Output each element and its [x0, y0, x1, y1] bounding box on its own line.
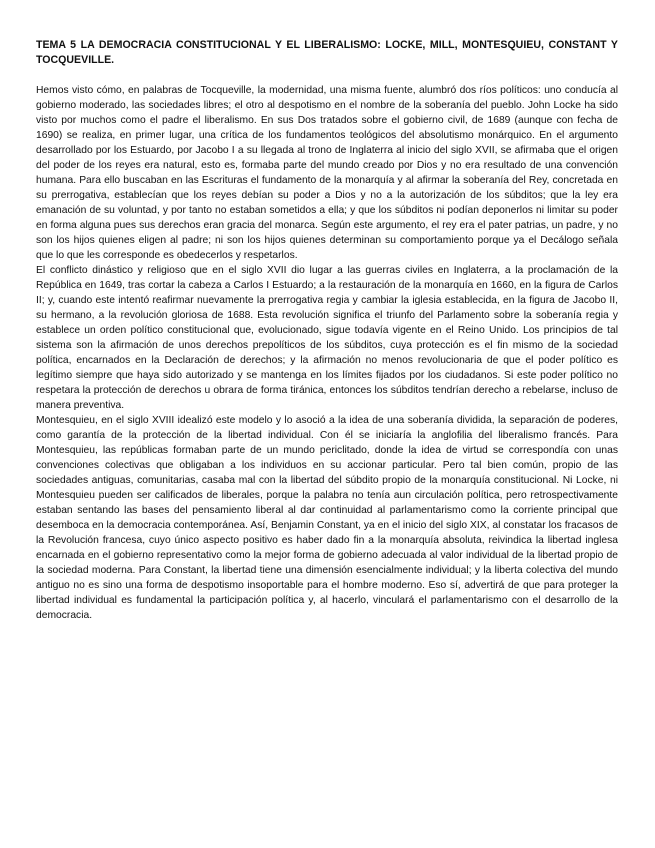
paragraph-locke: Hemos visto cómo, en palabras de Tocqueville, la modernidad, una misma fuente, alumbró dos ríos políticos: uno conducía al gobierno moderado, las sociedades libres; el otro al despotismo en el nombre de la soberanía del pueblo. John Locke ha sido visto por muchos como el padre el liberalismo. En sus Dos tratados sobre el gobierno civil, de 1689 (aunque con fecha de 1690) se realiza, en primer lugar, una crítica de los fundamentos teológicos del absolutismo monárquico. En el argumento desarrollado por los Estuardo, por Jacobo I a su llegada al trono de Inglaterra al inicio del siglo XVII, se afirmaba que el origen del poder de los reyes era natural, esto es, formaba parte del mundo creado por Dios y no era resultado de una convención humana. Para ello buscaban en las Escrituras el fundamento de la monarquía y al afirmar la soberanía del Rey, concretada en su prerrogativa, establecían que los reyes debían su poder a Dios y no a la autorización de los súbditos; que la ley era emanación de su voluntad, y por tanto no estaban sometidos a ella; y que los súbditos ni podían deponerlos ni limitar su poder en forma alguna pues sus derechos eran gracia del monarca. Según este argumento, el rey era el pater patrias, un padre, y no son los hijos quienes eligen al padre; ni son los hijos quienes determinan su comportamiento porque ya el Decálogo señala que lo que les corresponde es obedecerlos y respetarlos. — [36, 85, 618, 261]
document-title: TEMA 5 LA DEMOCRACIA CONSTITUCIONAL Y EL LIBERALISMO: LOCKE, MILL, MONTESQUIEU, CONSTANT Y TOCQUEVILLE. — [36, 39, 618, 66]
paragraph-montesquieu-constant: Montesquieu, en el siglo XVIII idealizó este modelo y lo asoció a la idea de una soberanía dividida, la separación de poderes, como garantía de la protección de la libertad individual. Con él se iniciaría la anglofilia del liberalismo francés. Para Montesquieu, las repúblicas formaban parte de un mundo periclitado, donde la idea de virtud se correspondía con unas convenciones colectivas que obligaban a los individuos en su accionar particular. Pero tal bien común, propio de las sociedades antiguas, comunitarias, casaba mal con la libertad del súbdito propio de la monarquía constitucional. Ni Locke, ni Montesquieu pueden ser calificados de liberales, porque la palabra no tenía aun circulación política, pero retrospectivamente estaban sentando las bases del pensamiento liberal al dar continuidad al parlamentarismo como la corriente principal que desemboca en la democracia contemporánea. Así, Benjamin Constant, ya en el inicio del siglo XIX, al constatar los fracasos de la Revolución francesa, cuyo único aspecto positivo es haber dado fin a la monarquía absoluta, reivindica la libertad inglesa encarnada en el gobierno representativo como la mejor forma de gobierno adecuada al valor individual de la libertad propio de la sociedad moderna. Para Constant, la libertad tiene una dimensión esencialmente individual; y la liberta colectiva del mundo antiguo no es sino una forma de despotismo insoportable para el hombre moderno. Eso sí, advertirá de que para proteger la libertad individual es fundamental la participación política y, al hacerlo, vinculará el parlamentarismo con el desarrollo de la democracia. — [36, 415, 618, 621]
document-page — [36, 38, 618, 623]
paragraph-english-revolution: El conflicto dinástico y religioso que en el siglo XVII dio lugar a las guerras civiles en Inglaterra, a la proclamación de la República en 1649, tras cortar la cabeza a Carlos I Estuardo; a la restauración de la monarquía en 1660, en la figura de Carlos II; y, cuando este intentó reafirmar nuevamente la prerrogativa regia y cambiar la iglesia establecida, en la figura de Jacobo II, su hermano, a la revolución gloriosa de 1688. Esta revolución significa el triunfo del Parlamento sobre la soberanía regia y establece un orden político constitucional que, evolucionado, sigue todavía vigente en el Reino Unido. Los principios de tal sistema son la afirmación de unos derechos prepolíticos de los súbditos, cuya protección es el fin mismo de la sociedad política, encarnados en la Declaración de derechos; y la afirmación no menos revolucionaria de que el poder político es legítimo siempre que haya sido autorizado y se mantenga en los límites fijados por los ciudadanos. Si este poder político no respetara la protección de derechos u obrara de forma tiránica, entonces los súbditos tendrían derecho a rebelarse, incluso de manera preventiva. — [36, 265, 618, 411]
